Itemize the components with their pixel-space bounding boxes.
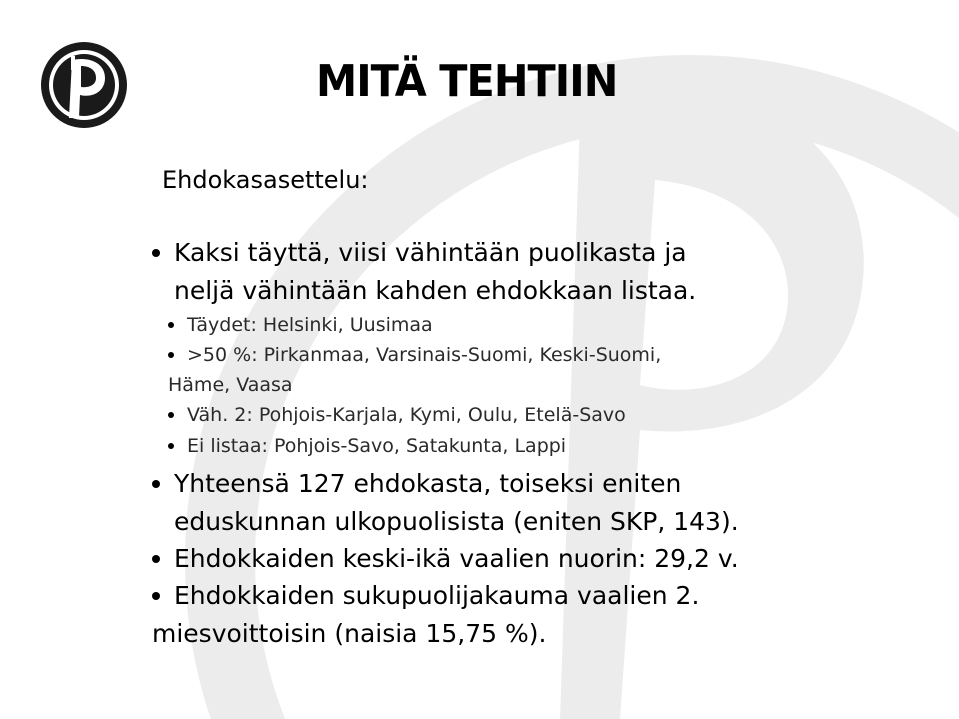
bullet-line: eduskunnan ulkopuolisista (eniten SKP, 143). xyxy=(174,507,739,536)
bullet-dot-icon xyxy=(168,352,174,358)
subbullet-line: Väh. 2: Pohjois-Karjala, Kymi, Oulu, Etelä-Savo xyxy=(187,404,626,426)
subbullet-line: Ei listaa: Pohjois-Savo, Satakunta, Lappi xyxy=(187,435,567,457)
bullet-line: miesvoittoisin (naisia 15,75 %). xyxy=(152,619,547,648)
bullet-line: Ehdokkaiden keski-ikä vaalien nuorin: 29,2 v. xyxy=(174,544,739,573)
bullet-gender-distribution xyxy=(152,577,699,653)
bullet-line: Yhteensä 127 ehdokasta, toiseksi eniten xyxy=(174,469,682,498)
bullet-line: neljä vähintään kahden ehdokkaan listaa. xyxy=(174,276,697,305)
subtitle: Ehdokasasettelu: xyxy=(162,166,369,194)
bullet-line: Ehdokkaiden sukupuolijakauma vaalien 2. xyxy=(174,581,700,610)
subbullet-over-half-lists xyxy=(168,340,661,400)
bullet-candidate-lists xyxy=(152,234,696,310)
subbullet-min-two-lists xyxy=(168,400,626,430)
bullet-dot-icon xyxy=(152,480,160,488)
bullet-line: Kaksi täyttä, viisi vähintään puolikasta ja xyxy=(174,238,687,267)
subbullet-full-lists xyxy=(168,310,433,340)
bullet-dot-icon xyxy=(168,412,174,418)
bullet-dot-icon xyxy=(168,322,174,328)
bullet-dot-icon xyxy=(152,249,160,257)
bullet-dot-icon xyxy=(168,443,174,449)
subbullet-line: Täydet: Helsinki, Uusimaa xyxy=(187,314,433,336)
bullet-average-age xyxy=(152,540,739,578)
subbullet-no-list xyxy=(168,431,566,461)
subbullet-line: Häme, Vaasa xyxy=(168,374,293,396)
subbullet-line: >50 %: Pirkanmaa, Varsinais-Suomi, Keski-Suomi, xyxy=(187,344,662,366)
bullet-dot-icon xyxy=(152,592,160,600)
bullet-dot-icon xyxy=(152,555,160,563)
pirate-party-logo-icon xyxy=(39,40,129,130)
slide-title: MITÄ TEHTIIN xyxy=(316,56,618,107)
bullet-total-candidates xyxy=(152,465,739,541)
